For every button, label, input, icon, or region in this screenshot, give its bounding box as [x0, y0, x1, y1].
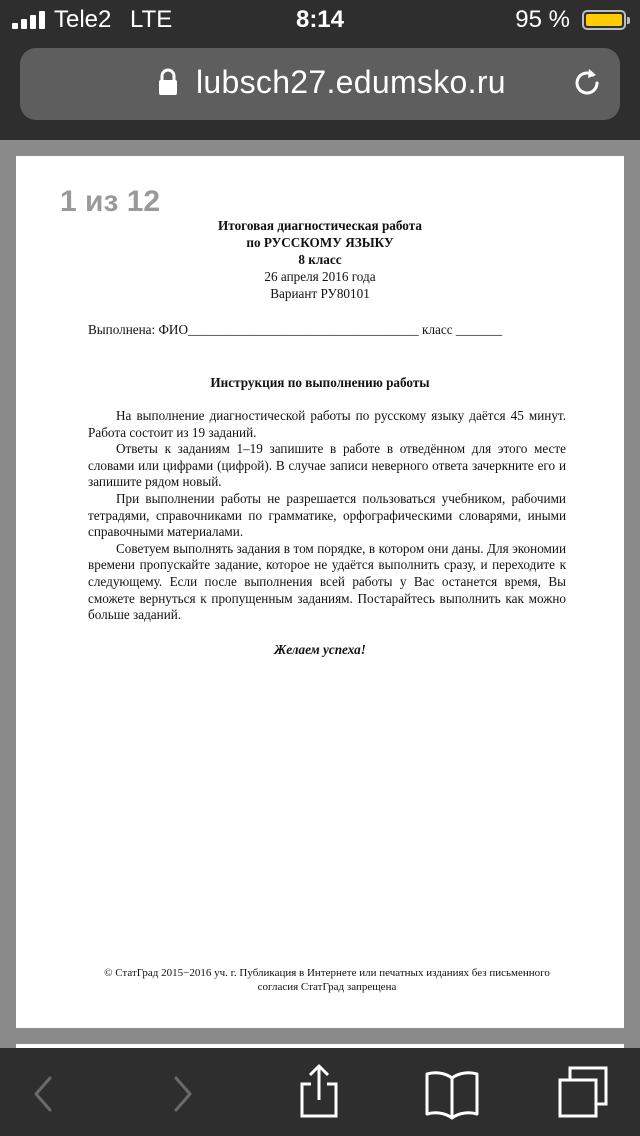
instruction-paragraph: При выполнении работы не разрешается пользоваться учебником, рабочими тетрадями, справочниками по грамматике, орфографическими словарями, иными справочными материалами.	[88, 490, 566, 540]
back-icon	[28, 1062, 58, 1122]
tabs-button[interactable]	[556, 1062, 612, 1122]
instruction-paragraph: Ответы к заданиям 1–19 запишите в работе в отведённом для этого месте словами или цифрами (цифрой). В случае записи неверного ответа зачеркните его и запишите рядом новый.	[88, 441, 566, 490]
share-icon	[296, 1062, 342, 1122]
battery-percent: 95 %	[515, 6, 570, 33]
fio-blank: ___________________________________	[187, 322, 419, 337]
lock-icon	[158, 68, 178, 96]
fio-label: Выполнена: ФИО	[88, 322, 188, 337]
class-label: класс	[422, 322, 453, 337]
forward-icon	[168, 1062, 198, 1122]
document-title: Итоговая диагностическая работа	[218, 218, 422, 233]
good-luck-text: Желаем успеха!	[274, 642, 366, 657]
address-bar[interactable]	[20, 48, 620, 120]
instruction-paragraph: Советуем выполнять задания в том порядке, в котором они даны. Для экономии времени пропускайте задание, которое не удаётся выполнить сразу, и переходите к следующему. Если после выполнения всей работы у Вас останется время, Вы сможете вернуться к пропущенным заданиям. Постарайтесь выполнить как можно больше заданий.	[88, 540, 566, 623]
copyright-footer	[88, 966, 566, 994]
footer-line-2: согласия СтатГрад запрещена	[257, 981, 397, 993]
tabs-icon	[556, 1062, 612, 1122]
page-indicator: 1 из 12	[60, 185, 161, 218]
forward-button[interactable]	[168, 1062, 198, 1122]
pdf-viewer[interactable]	[0, 140, 640, 1048]
document-subject: по РУССКОМУ ЯЗЫКУ	[246, 235, 394, 250]
share-button[interactable]	[296, 1062, 342, 1122]
status-bar	[0, 0, 640, 40]
reload-icon[interactable]	[570, 66, 604, 100]
fio-line	[88, 322, 568, 339]
url-text[interactable]: lubsch27.edumsko.ru	[196, 64, 506, 100]
instruction-body	[88, 408, 566, 624]
back-button[interactable]	[28, 1062, 58, 1122]
class-blank: _______	[455, 322, 503, 337]
battery-icon	[582, 10, 626, 30]
footer-line-1: © СтатГрад 2015−2016 уч. г. Публикация в Интернете или печатных изданиях без письменного	[104, 967, 550, 979]
document-date: 26 апреля 2016 года	[264, 269, 376, 284]
network-type: LTE	[130, 6, 173, 33]
instruction-paragraph: На выполнение диагностической работы по русскому языку даётся 45 минут. Работа состоит из 19 заданий.	[88, 408, 566, 440]
address-bar-area	[0, 40, 640, 140]
clock: 8:14	[295, 6, 345, 33]
carrier-name: Tele2	[54, 6, 112, 33]
instruction-title: Инструкция по выполнению работы	[210, 375, 430, 390]
document-variant: Вариант РУ80101	[270, 286, 370, 301]
bookmarks-icon	[424, 1062, 480, 1122]
document-grade: 8 класс	[298, 252, 342, 267]
document-page	[16, 156, 624, 1028]
bookmarks-button[interactable]	[424, 1062, 480, 1122]
bottom-toolbar	[0, 1048, 640, 1136]
document-header	[16, 217, 624, 302]
